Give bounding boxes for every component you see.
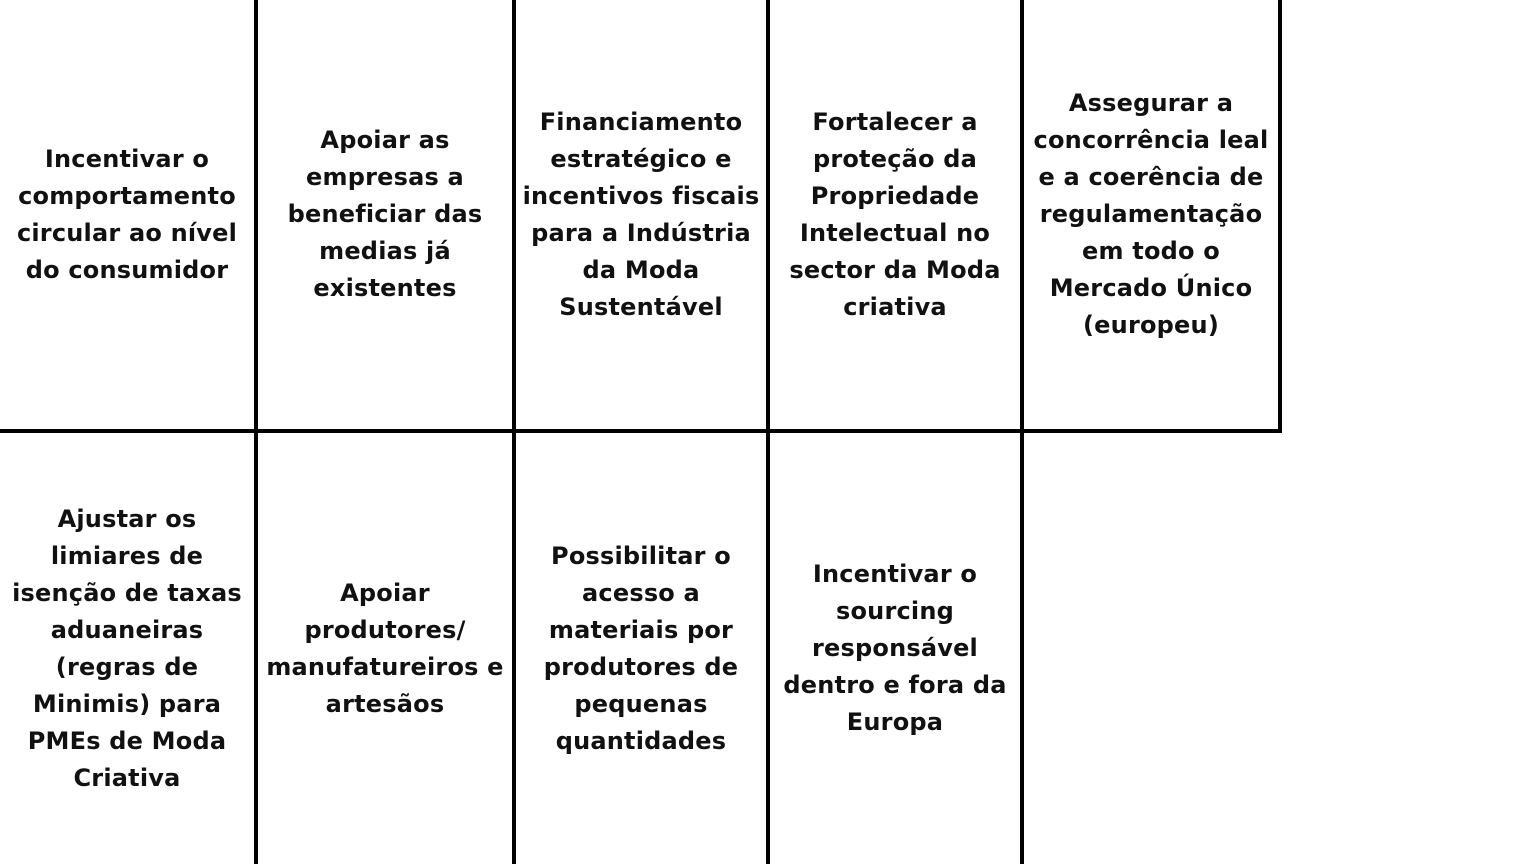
right-border-line xyxy=(1278,0,1282,433)
cell-text: Incentivar o sourcing responsável dentro e fora da Europa xyxy=(783,560,1007,736)
cell-text: Apoiar as empresas a beneficiar das medias já existentes xyxy=(287,126,483,302)
grid-cell-r1c5 xyxy=(1024,0,1278,429)
grid-cell-r2c4 xyxy=(770,433,1020,864)
cell-text: Assegurar a concorrência leal e a coerência de regulamentação em todo o Mercado Único (europeu) xyxy=(1033,89,1269,339)
cell-text: Incentivar o comportamento circular ao nível do consumidor xyxy=(16,144,238,284)
grid-cell-r2c1 xyxy=(0,433,254,864)
grid-cell-r1c1 xyxy=(0,0,254,429)
grid-cell-r2c3 xyxy=(516,433,766,864)
cell-text: Possibilitar o acesso a materiais por produtores de pequenas quantidades xyxy=(543,541,739,755)
grid-cell-r1c2 xyxy=(258,0,512,429)
cell-text: Fortalecer a proteção da Propriedade Intelectual no sector da Moda criativa xyxy=(789,107,1001,321)
grid-cell-r1c3 xyxy=(516,0,766,429)
cell-text: Apoiar produtores/ manufatureiros e artesãos xyxy=(266,578,504,718)
grid-cell-r1c4 xyxy=(770,0,1020,429)
cell-text: Ajustar os limiares de isenção de taxas aduaneiras (regras de Minimis) para PMEs de Moda Criativa xyxy=(12,504,242,792)
grid-cell-r2c2 xyxy=(258,433,512,864)
cell-text: Financiamento estratégico e incentivos fiscais para a Indústria da Moda Sustentável xyxy=(522,107,760,321)
